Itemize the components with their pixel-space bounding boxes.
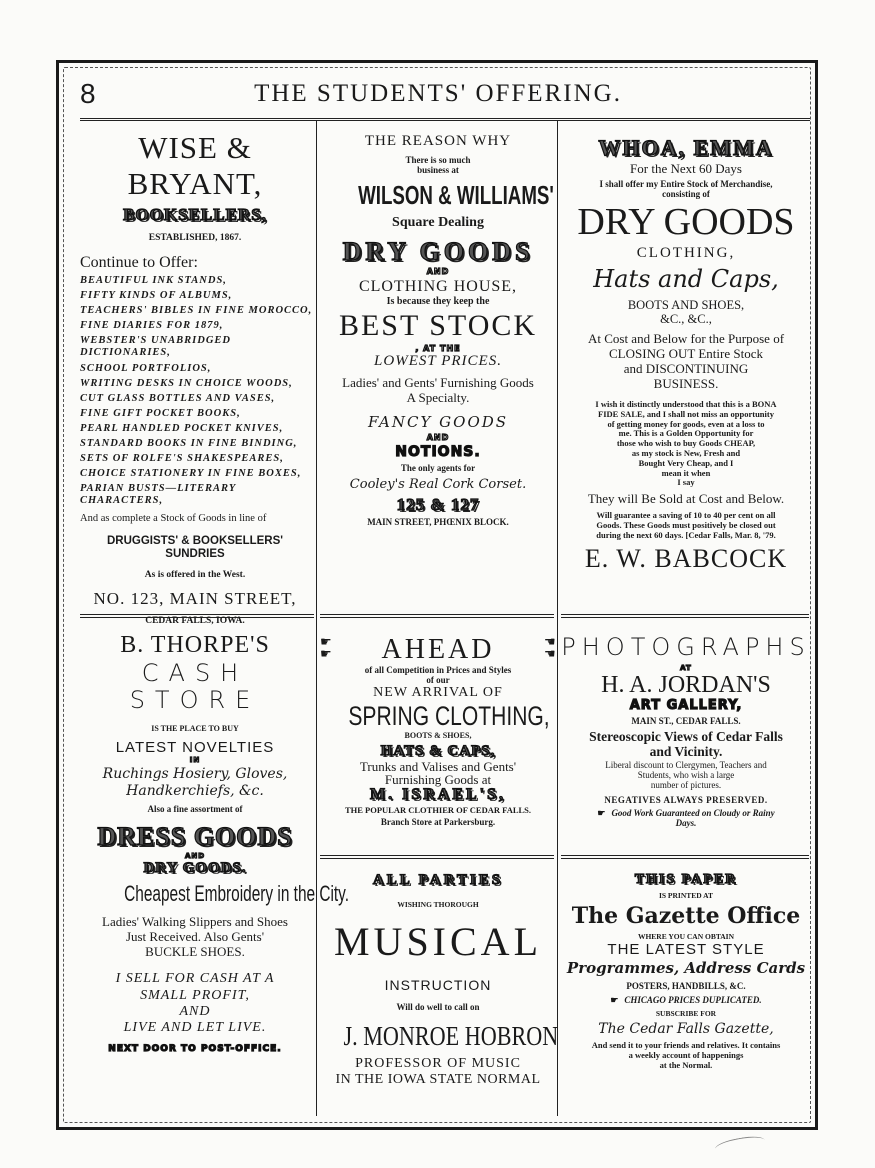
wish-line: I wish it distinctly understood that this is a BONA (595, 399, 777, 410)
guarantee-line: Goods. These Goods must positively be closed out (596, 519, 776, 530)
negatives-text: NEGATIVES ALWAYS PRESERVED. (604, 794, 768, 805)
obtain-text: WHERE YOU CAN OBTAIN (637, 932, 735, 942)
row-rule-right-lower (561, 855, 809, 859)
list-item: FINE GIFT POCKET BOOKS, (80, 407, 241, 419)
square-dealing: Square Dealing (392, 215, 484, 231)
wish-line: I say (677, 477, 695, 488)
pointing-hand-icon-left: ☛ ☛ (320, 634, 335, 661)
ad-wise-bryant (76, 130, 314, 627)
professor-title: PROFESSOR OF MUSIC (355, 1055, 521, 1071)
stereo-text: Stereoscopic Views of Cedar Falls (589, 728, 783, 744)
wish-line: me. This is a Golden Opportunity for (618, 428, 754, 439)
wish-line: FIDE SALE, and I shall not miss an opportunity (598, 408, 774, 419)
discount-block (561, 760, 811, 791)
place-text: IS THE PLACE TO BUY (151, 723, 239, 733)
merchant-name: M. ISRAEL'S, (369, 785, 507, 803)
cash-line: LIVE AND LET LIVE. (123, 1019, 267, 1035)
page-title: THE STUDENTS' OFFERING. (254, 80, 622, 107)
city-text: CEDAR FALLS, IOWA. (145, 616, 245, 627)
photographs-heading: PHOTOGRAPHS (561, 633, 811, 661)
school-text: IN THE IOWA STATE NORMAL (335, 1071, 541, 1087)
list-item: SCHOOL PORTFOLIOS, (80, 362, 212, 374)
this-paper-heading: THIS PAPER (634, 872, 738, 887)
list-item: STANDARD BOOKS IN FINE BINDING, (80, 437, 298, 449)
street-numbers: 125 & 127 (396, 494, 480, 514)
at-the-text: , AT THE (415, 343, 461, 353)
send-line: at the Normal. (659, 1059, 713, 1070)
clothing-house: CLOTHING HOUSE, (358, 278, 518, 296)
slippers-line: BUCKLE SHOES. (145, 943, 245, 959)
reason-heading: THE REASON WHY (364, 133, 512, 149)
branch-text: Branch Store at Parkersburg. (380, 817, 496, 828)
store-name: WILSON & WILLIAMS' (358, 180, 554, 211)
at-text: AT (680, 663, 692, 672)
wishing-text: WISHING THOROUGH (397, 900, 479, 910)
instruction-text: INSTRUCTION (384, 977, 492, 994)
hats-caps: HATS & CAPS, (380, 742, 496, 759)
notions-text: NOTIONS. (395, 444, 481, 461)
slippers-block (76, 915, 314, 960)
items-list (80, 275, 314, 507)
ahead-heading: AHEAD (381, 634, 495, 665)
cash-line: I SELL FOR CASH AT A (115, 971, 275, 987)
send-block (561, 1041, 811, 1070)
cash-line: SMALL PROFIT, (140, 987, 250, 1003)
cash-block (76, 971, 314, 1035)
page-number: 8 (80, 78, 96, 109)
guarantee-line: during the next 60 days. [Cedar Falls, Mar. 8, '79. (596, 529, 776, 540)
furnishing-text: Ladies' and Gents' Furnishing Goods (342, 375, 534, 391)
dry-goods-text: DRY GOODS. (143, 860, 247, 877)
agents-text: The only agents for (400, 463, 476, 474)
cost-block (561, 332, 811, 392)
guarantee-block (561, 511, 811, 540)
list-item: WRITING DESKS IN CHOICE WOODS, (80, 377, 293, 389)
professor-name: J. MONROE HOBRON (343, 1020, 559, 1051)
and-text: AND (426, 433, 450, 443)
slippers-line: Ladies' Walking Slippers and Shoes (102, 913, 288, 929)
list-item: CHOICE STATIONERY IN FINE BOXES, (80, 467, 302, 479)
arrival-text: NEW ARRIVAL OF (373, 685, 503, 701)
clothier-text: THE POPULAR CLOTHIER OF CEDAR FALLS. (344, 805, 532, 816)
etc-text: &C., &C., (660, 312, 712, 327)
ad-babcock (561, 135, 811, 574)
paper-name: The Cedar Falls Gazette, (598, 1021, 774, 1038)
pointing-hand-icon: ☛ (597, 808, 606, 819)
trunks-text: Furnishing Goods at (384, 771, 492, 787)
offer-text: I shall offer my Entire Stock of Merchandise, (599, 179, 773, 190)
gallery-text: ART GALLERY, (629, 698, 743, 714)
assortment-text: Also a fine assortment of (147, 803, 243, 814)
guarantee-text: Days. (675, 818, 697, 829)
business-text: There is so much (405, 155, 471, 166)
boots-shoes: BOOTS AND SHOES, (627, 297, 745, 312)
specialty-text: A Specialty. (406, 389, 470, 405)
next-60-days: For the Next 60 Days (630, 161, 742, 177)
established-text: ESTABLISHED, 1867. (148, 232, 242, 243)
ad-israel (320, 634, 556, 828)
cost-line: and DISCONTINUING (623, 361, 749, 377)
fancy-goods: FANCY GOODS (367, 412, 509, 431)
boots-text: BOOTS & SHOES, (404, 731, 472, 741)
list-item: PARIAN BUSTS—LITERARY CHARACTERS, (80, 483, 236, 507)
wish-line: as my stock is New, Fresh and (631, 447, 741, 458)
slippers-line: Just Received. Also Gents' (125, 928, 265, 944)
cash-line: AND (179, 1003, 211, 1019)
goods-text: Ruchings Hosiery, Gloves, (102, 766, 288, 783)
cost-line: CLOSING OUT Entire Stock (609, 346, 763, 362)
printed-text: IS PRINTED AT (658, 891, 714, 901)
wish-line: Bought Very Cheap, and I (638, 457, 734, 468)
discount-line: Students, who wish a large (637, 769, 735, 780)
list-item: WEBSTER'S UNABRIDGED DICTIONARIES, (80, 335, 231, 359)
list-item: CUT GLASS BOTTLES AND VASES, (80, 392, 276, 404)
location-text: NEXT DOOR TO POST-OFFICE. (108, 1043, 282, 1054)
send-line: a weekly account of happenings (628, 1050, 744, 1061)
column-divider-right (557, 121, 558, 1116)
in-text: IN (189, 756, 201, 765)
subscribe-text: SUBSCRIBE FOR (655, 1009, 717, 1019)
cost-line: At Cost and Below for the Purpose of (587, 331, 785, 347)
list-item: FINE DIARIES FOR 1879, (80, 320, 224, 332)
ad-title: WISE & BRYANT, (127, 130, 263, 201)
ad-trade: BOOKSELLERS, (123, 205, 267, 225)
discount-line: number of pictures. (650, 780, 722, 791)
and-text: AND (184, 851, 206, 860)
posters-text: POSTERS, HANDBILLS, &C. (626, 980, 746, 991)
musical-heading: MUSICAL (333, 919, 543, 965)
all-parties-heading: ALL PARTIES (372, 872, 504, 888)
list-item: SETS OF ROLFE'S SHAKESPEARES, (80, 452, 284, 464)
ad-wilson-williams (320, 133, 556, 528)
offer-text: consisting of (662, 188, 710, 199)
ad-gazette (561, 872, 811, 1071)
merchant-name: E. W. BABCOCK (584, 544, 788, 574)
sold-text: They will Be Sold at Cost and Below. (587, 491, 785, 507)
store-name: B. THORPE'S (120, 632, 270, 658)
address-text: NO. 123, MAIN STREET, (93, 588, 297, 608)
business-text: business at (417, 164, 459, 175)
best-stock: BEST STOCK (338, 309, 538, 343)
pointing-hand-icon-right: ☛ ☛ (541, 634, 556, 661)
chicago-text: CHICAGO PRICES DUPLICATED. (624, 995, 762, 1006)
discount-line: Liberal discount to Clergymen, Teachers and (605, 759, 767, 770)
pencil-mark (714, 1134, 765, 1155)
row-rule-middle (320, 614, 554, 618)
offered-text: As is offered in the West. (144, 569, 246, 580)
dry-goods-heading: DRY GOODS (577, 201, 795, 244)
cost-line: BUSINESS. (653, 376, 719, 392)
row-rule-middle-lower (320, 855, 554, 859)
wish-line: those who wish to buy Goods CHEAP, (616, 438, 756, 449)
wish-line: mean it when (661, 467, 711, 478)
guarantee-line: Will guarantee a saving of 10 to 40 per cent on all (596, 509, 776, 520)
ad-thorpe (76, 632, 350, 1054)
goods-text: Handkerchiefs, &c. (126, 782, 264, 799)
embroidery-text: Cheapest Embroidery in the City. (124, 881, 350, 907)
novelties-text: LATEST NOVELTIES (115, 739, 275, 757)
ad-hobron (320, 872, 559, 1088)
gazette-office-heading: The Gazette Office (571, 902, 801, 929)
intro-text: Continue to Offer: (80, 253, 198, 271)
corset-text: Cooley's Real Cork Corset. (349, 476, 527, 492)
of-our-text: of our (426, 674, 450, 685)
call-text: Will do well to call on (396, 1002, 480, 1013)
row-rule-right (561, 614, 809, 618)
send-line: And send it to your friends and relatives. It contains (591, 1040, 781, 1051)
lowest-prices: LOWEST PRICES. (374, 352, 502, 369)
header-rule (80, 118, 810, 121)
address-text: MAIN ST., CEDAR FALLS. (631, 716, 741, 727)
programmes-text: Programmes, Address Cards (566, 959, 806, 978)
clothing-text: CLOTHING, (636, 244, 736, 261)
complete-stock-text: And as complete a Stock of Goods in line of (80, 513, 267, 525)
stereo-text: and Vicinity. (649, 744, 723, 760)
column-divider-left (316, 121, 317, 1116)
trunks-text: Trunks and Valises and Gents' (359, 758, 517, 774)
studio-name: H. A. JORDAN'S (601, 671, 771, 698)
list-item: BEAUTIFUL INK STANDS, (80, 275, 227, 287)
latest-style: THE LATEST STYLE (607, 941, 765, 959)
and-text: AND (426, 267, 450, 276)
dress-goods-heading: DRESS GOODS (97, 822, 293, 852)
street-text: MAIN STREET, PHŒNIX BLOCK. (367, 517, 509, 528)
wish-line: of getting money for goods, even at a loss to (607, 418, 765, 429)
dry-goods-heading: DRY GOODS (342, 237, 534, 267)
ad-jordan (561, 634, 811, 829)
spring-clothing: SPRING CLOTHING, (348, 701, 550, 732)
cash-store-heading: CASH STORE (129, 658, 261, 715)
because-text: Is because they keep the (386, 295, 490, 307)
pointing-hand-icon: ☛ (610, 995, 619, 1006)
sundries-text: DRUGGISTS' & BOOKSELLERS' SUNDRIES (106, 535, 284, 561)
hats-caps-script: Hats and Caps, (593, 265, 779, 294)
list-item: FIFTY KINDS OF ALBUMS, (80, 290, 233, 302)
wish-block (561, 400, 811, 488)
list-item: PEARL HANDLED POCKET KNIVES, (80, 422, 284, 434)
page-header (68, 72, 808, 116)
competition-text: of all Competition in Prices and Styles (364, 665, 512, 676)
list-item: TEACHERS' BIBLES IN FINE MOROCCO, (80, 305, 313, 317)
guarantee-text: Good Work Guaranteed on Cloudy or Rainy (611, 808, 775, 819)
whoa-emma-heading: WHOA, EMMA (598, 135, 774, 160)
